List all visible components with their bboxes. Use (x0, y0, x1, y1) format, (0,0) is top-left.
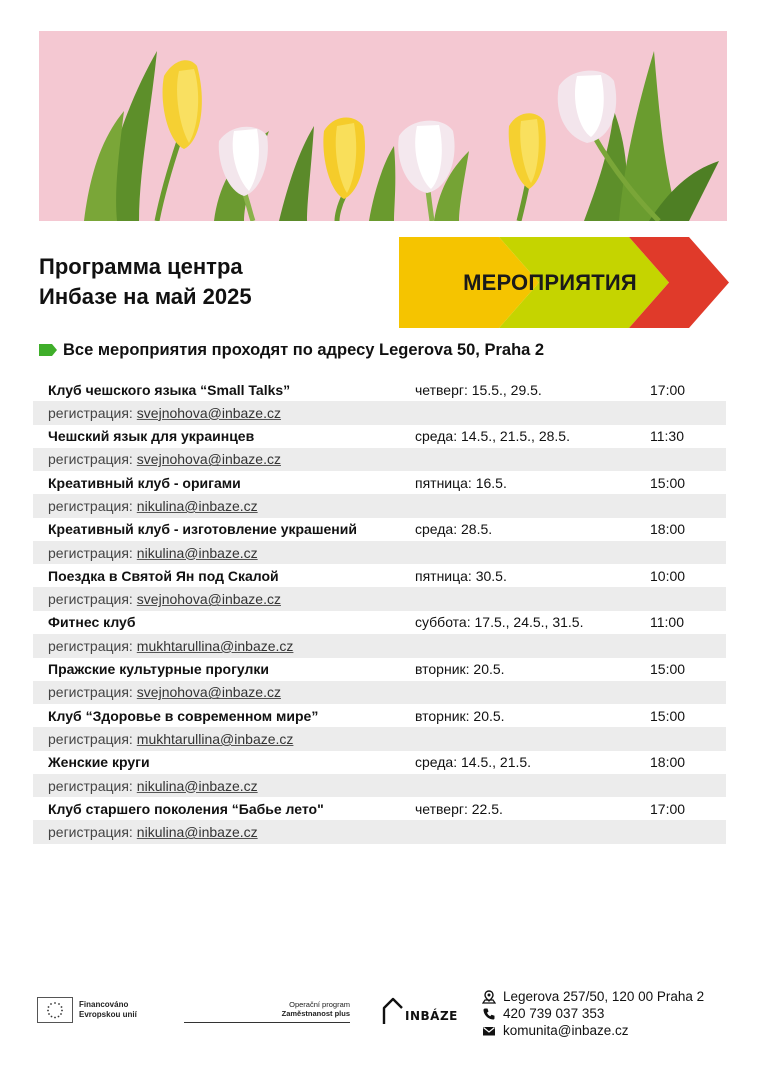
event-row (33, 425, 726, 448)
event-time: 15:00 (650, 661, 686, 678)
title-line-1: Программа центра (39, 254, 243, 279)
event-row (33, 518, 726, 541)
contact-email (482, 1022, 704, 1039)
registration-label: регистрация: (48, 824, 133, 841)
contact-phone-text: 420 739 037 353 (503, 1006, 605, 1021)
page-title (39, 252, 369, 312)
event-date: вторник: 20.5. (415, 661, 505, 678)
contact-email-text: komunita@inbaze.cz (503, 1023, 629, 1038)
event-time: 15:00 (650, 474, 686, 491)
registration-label: регистрация: (48, 451, 133, 468)
event-date: суббота: 17.5., 24.5., 31.5. (415, 614, 584, 631)
registration-label: регистрация: (48, 730, 133, 747)
event-row (33, 611, 726, 634)
event-item (33, 658, 726, 705)
event-item (33, 378, 726, 425)
event-date: среда: 28.5. (415, 521, 493, 538)
hero-image (39, 31, 727, 221)
event-date: четверг: 22.5. (415, 800, 503, 817)
event-time: 11:30 (650, 428, 684, 445)
contact-address (482, 988, 704, 1005)
registration-email-link[interactable]: mukhtarullina@inbaze.cz (136, 730, 294, 747)
registration-row (33, 774, 726, 798)
event-item (33, 471, 726, 518)
event-time: 10:00 (650, 567, 686, 584)
event-row (33, 658, 726, 681)
event-time: 15:00 (650, 707, 686, 724)
events-banner (399, 237, 729, 328)
phone-icon (482, 1007, 496, 1021)
registration-label: регистрация: (48, 591, 133, 608)
registration-row (33, 634, 726, 658)
registration-row (33, 681, 726, 705)
registration-email-link[interactable]: nikulina@inbaze.cz (136, 544, 258, 561)
event-name: Клуб “Здоровье в современном мире” (48, 707, 319, 724)
event-row (33, 471, 726, 494)
registration-label: регистрация: (48, 404, 133, 421)
registration-email-link[interactable]: svejnohova@inbaze.cz (136, 684, 281, 701)
event-item (33, 611, 726, 658)
registration-label: регистрация: (48, 544, 133, 561)
contact-phone (482, 1005, 704, 1022)
event-item (33, 564, 726, 611)
event-item (33, 704, 726, 751)
registration-label: регистрация: (48, 777, 133, 794)
event-item (33, 751, 726, 798)
event-item (33, 425, 726, 472)
eu-funding-logo (37, 997, 137, 1023)
event-name: Фитнес клуб (48, 614, 136, 631)
green-tag-icon (39, 344, 57, 356)
event-row (33, 704, 726, 727)
registration-email-link[interactable]: nikulina@inbaze.cz (136, 777, 258, 794)
event-item (33, 797, 726, 844)
contact-info (482, 988, 704, 1039)
event-name: Пражские культурные прогулки (48, 661, 270, 678)
envelope-icon (482, 1024, 496, 1038)
event-name: Клуб чешского языка “Small Talks” (48, 381, 291, 398)
registration-email-link[interactable]: svejnohova@inbaze.cz (136, 451, 281, 468)
event-name: Женские круги (48, 754, 150, 771)
house-logo-icon (382, 996, 404, 1026)
event-time: 11:00 (650, 614, 684, 631)
events-schedule (33, 378, 726, 844)
inbaze-logo (382, 996, 458, 1026)
event-time: 18:00 (650, 754, 686, 771)
registration-row (33, 448, 726, 472)
eu-text-line-1: Financováno (79, 1000, 129, 1009)
event-date: пятница: 30.5. (415, 567, 507, 584)
event-time: 17:00 (650, 381, 686, 398)
contact-address-text: Legerova 257/50, 120 00 Praha 2 (503, 989, 705, 1004)
event-time: 18:00 (650, 521, 686, 538)
registration-email-link[interactable]: nikulina@inbaze.cz (136, 497, 258, 514)
event-name: Клуб старшего поколения “Бабье лето" (48, 800, 324, 817)
map-pin-icon (482, 990, 496, 1004)
banner-label: МЕРОПРИЯТИЯ (463, 270, 637, 295)
event-date: среда: 14.5., 21.5. (415, 754, 532, 771)
logo-text: INBÁZE (405, 1009, 458, 1023)
registration-email-link[interactable]: svejnohova@inbaze.cz (136, 591, 281, 608)
registration-label: регистрация: (48, 497, 133, 514)
address-note (39, 339, 544, 361)
event-row (33, 797, 726, 820)
registration-row (33, 820, 726, 844)
event-name: Креативный клуб - оригами (48, 474, 241, 491)
event-row (33, 751, 726, 774)
registration-label: регистрация: (48, 684, 133, 701)
op-text-line-2: Zaměstnanost plus (281, 1009, 350, 1018)
registration-email-link[interactable]: svejnohova@inbaze.cz (136, 404, 281, 421)
registration-row (33, 587, 726, 611)
registration-label: регистрация: (48, 637, 133, 654)
event-item (33, 518, 726, 565)
tulips-illustration (39, 31, 727, 221)
registration-row (33, 401, 726, 425)
registration-email-link[interactable]: nikulina@inbaze.cz (136, 824, 258, 841)
registration-row (33, 541, 726, 565)
eu-text-line-2: Evropskou unií (79, 1010, 137, 1019)
event-name: Креативный клуб - изготовление украшений (48, 521, 357, 538)
registration-row (33, 494, 726, 518)
event-date: среда: 14.5., 21.5., 28.5. (415, 428, 570, 445)
event-name: Чешский язык для украинцев (48, 428, 255, 445)
event-date: четверг: 15.5., 29.5. (415, 381, 542, 398)
registration-email-link[interactable]: mukhtarullina@inbaze.cz (136, 637, 294, 654)
op-text-line-1: Operační program (289, 1000, 350, 1009)
eu-flag-icon (37, 997, 73, 1023)
operational-program-logo (184, 1000, 350, 1023)
event-date: пятница: 16.5. (415, 474, 507, 491)
address-note-text: Все мероприятия проходят по адресу Legerova 50, Praha 2 (63, 340, 545, 359)
event-name: Поездка в Святой Ян под Скалой (48, 567, 279, 584)
title-line-2: Инбазе на май 2025 (39, 284, 252, 309)
event-time: 17:00 (650, 800, 686, 817)
event-row (33, 564, 726, 587)
event-row (33, 378, 726, 401)
event-date: вторник: 20.5. (415, 707, 505, 724)
registration-row (33, 727, 726, 751)
